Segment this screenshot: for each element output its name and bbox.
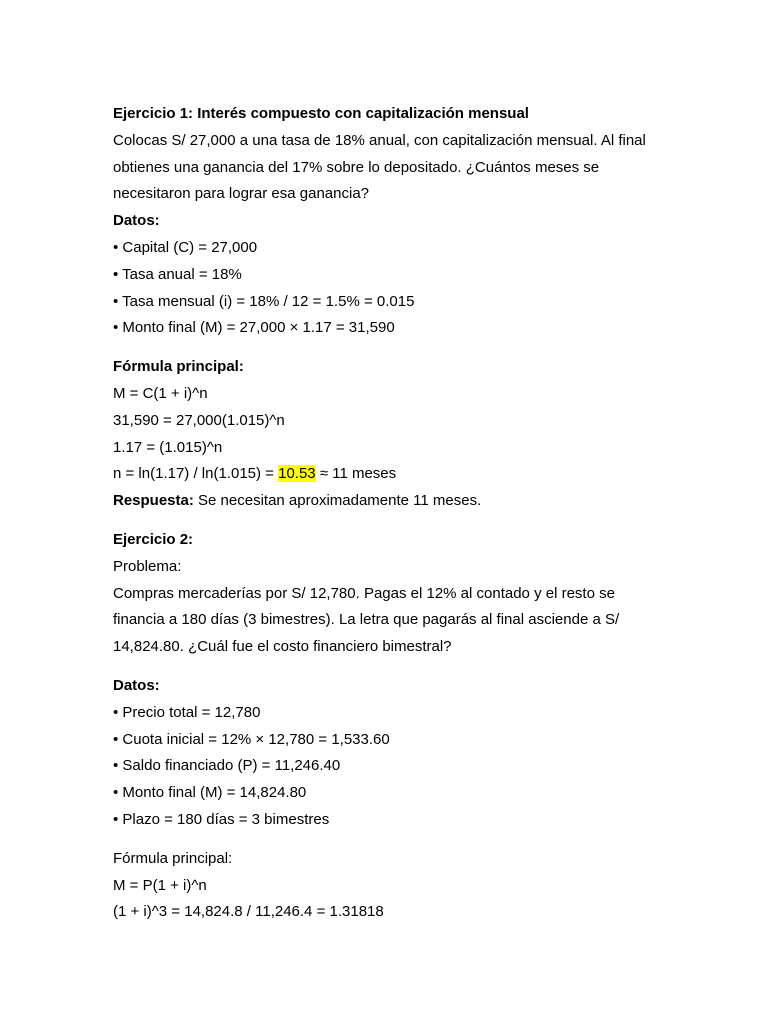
ex2-formula-label: Fórmula principal: xyxy=(113,849,233,867)
ex1-problem-line-1: Colocas S/ 27,000 a una tasa de 18% anual, con capitalización mensual. Al final xyxy=(113,131,646,149)
ex1-formula-label: Fórmula principal: xyxy=(113,358,244,376)
ex2-datos-label: Datos: xyxy=(113,676,160,694)
spacer xyxy=(113,342,658,354)
ex1-respuesta-text: Se necesitan aproximadamente 11 meses. xyxy=(193,492,482,510)
ex1-formula-line-1: M = C(1 + i)^n xyxy=(113,384,208,402)
ex1-problem-line-2: obtienes una ganancia del 17% sobre lo depositado. ¿Cuántos meses se xyxy=(113,158,600,176)
ex2-problem-line-2: financia a 180 días (3 bimestres). La letra que pagarás al final asciende a S/ xyxy=(113,611,620,629)
ex2-formula-line-1: M = P(1 + i)^n xyxy=(113,876,207,894)
ex1-problem-line-3: necesitaron para lograr esa ganancia? xyxy=(113,185,370,203)
ex1-respuesta-label: Respuesta: xyxy=(113,492,194,510)
ex2-formula-line-2: (1 + i)^3 = 14,824.8 / 11,246.4 = 1.31818 xyxy=(113,903,384,921)
ex1-dato-monto-final: • Monto final (M) = 27,000 × 1.17 = 31,590 xyxy=(113,319,395,337)
ex2-problem-line-3: 14,824.80. ¿Cuál fue el costo financiero bimestral? xyxy=(113,638,452,656)
ex2-dato-cuota-inicial: • Cuota inicial = 12% × 12,780 = 1,533.60 xyxy=(113,730,390,748)
ex1-formula-line-2: 31,590 = 27,000(1.015)^n xyxy=(113,411,285,429)
ex1-title: Ejercicio 1: Interés compuesto con capitalización mensual xyxy=(113,105,529,122)
ex1-n-prefix: n = ln(1.17) / ln(1.015) = xyxy=(113,465,279,483)
spacer xyxy=(113,515,658,527)
ex1-dato-tasa-mensual: • Tasa mensual (i) = 18% / 12 = 1.5% = 0.015 xyxy=(113,292,415,310)
ex1-datos-label: Datos: xyxy=(113,212,160,230)
ex2-problema-label: Problema: xyxy=(113,557,182,575)
spacer xyxy=(113,661,658,673)
ex2-dato-saldo-financiado: • Saldo financiado (P) = 11,246.40 xyxy=(113,757,341,775)
ex2-problem-line-1: Compras mercaderías por S/ 12,780. Pagas el 12% al contado y el resto se xyxy=(113,584,615,602)
ex2-title: Ejercicio 2: xyxy=(113,530,194,548)
ex2-dato-precio-total: • Precio total = 12,780 xyxy=(113,703,261,721)
ex1-respuesta-line xyxy=(113,488,658,515)
ex1-n-highlight: 10.53 xyxy=(278,465,316,483)
spacer xyxy=(113,834,658,846)
ex1-dato-capital: • Capital (C) = 27,000 xyxy=(113,238,258,256)
ex1-n-result-line xyxy=(113,461,658,488)
ex2-dato-plazo: • Plazo = 180 días = 3 bimestres xyxy=(113,810,330,828)
ex2-dato-monto-final: • Monto final (M) = 14,824.80 xyxy=(113,784,307,802)
ex1-dato-tasa-anual: • Tasa anual = 18% xyxy=(113,265,242,283)
ex1-formula-line-3: 1.17 = (1.015)^n xyxy=(113,438,223,456)
document-content xyxy=(113,101,658,926)
ex1-n-suffix: ≈ 11 meses xyxy=(315,465,397,483)
